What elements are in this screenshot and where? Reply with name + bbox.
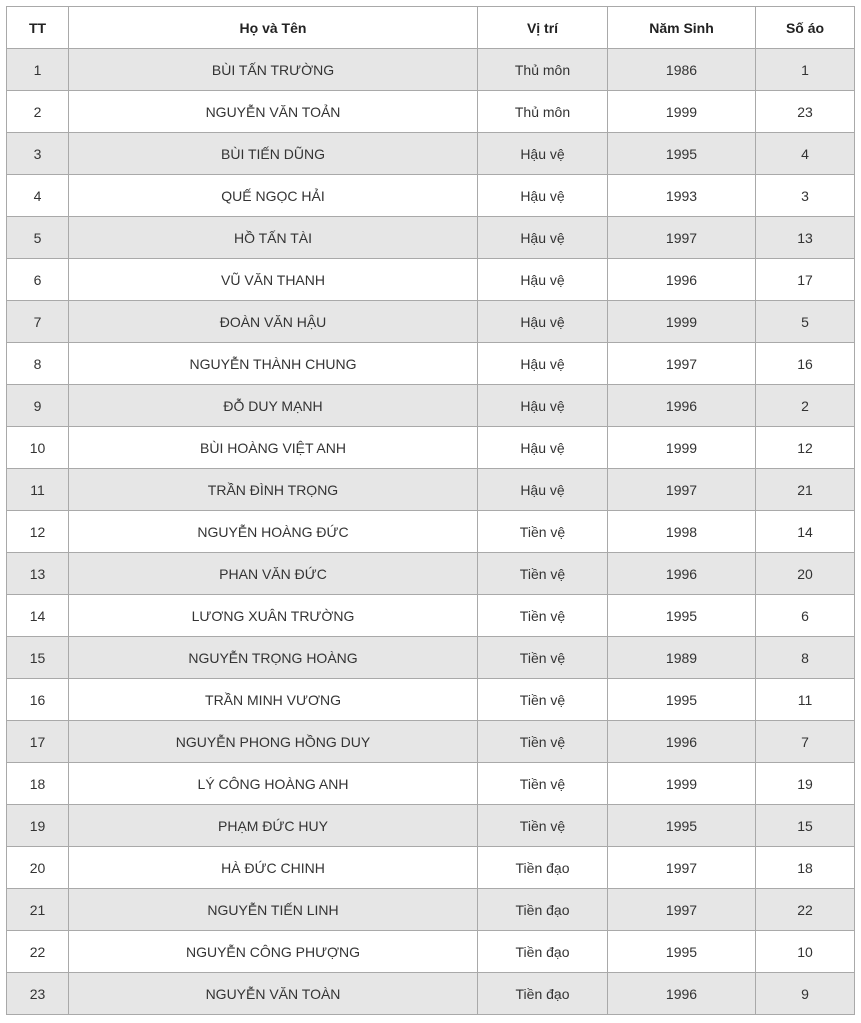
cell-tt: 5 [7,217,69,259]
cell-shirt-number: 18 [756,847,855,889]
cell-tt: 1 [7,49,69,91]
table-row [7,889,855,931]
cell-birth-year: 1997 [608,469,756,511]
cell-tt: 4 [7,175,69,217]
table-row [7,973,855,1015]
cell-position: Tiền vệ [478,595,608,637]
cell-name: TRẦN MINH VƯƠNG [69,679,478,721]
cell-shirt-number: 19 [756,763,855,805]
cell-birth-year: 1996 [608,553,756,595]
table-row [7,511,855,553]
cell-shirt-number: 5 [756,301,855,343]
cell-position: Tiền đạo [478,847,608,889]
cell-tt: 18 [7,763,69,805]
cell-birth-year: 1996 [608,973,756,1015]
cell-name: PHẠM ĐỨC HUY [69,805,478,847]
cell-name: ĐOÀN VĂN HẬU [69,301,478,343]
cell-shirt-number: 13 [756,217,855,259]
cell-birth-year: 1996 [608,385,756,427]
cell-birth-year: 1996 [608,721,756,763]
cell-tt: 16 [7,679,69,721]
cell-tt: 23 [7,973,69,1015]
cell-tt: 12 [7,511,69,553]
cell-position: Hậu vệ [478,259,608,301]
table-row [7,679,855,721]
cell-name: NGUYỄN TIẾN LINH [69,889,478,931]
header-tt: TT [7,7,69,49]
cell-shirt-number: 20 [756,553,855,595]
table-row [7,343,855,385]
table-row [7,721,855,763]
table-row [7,427,855,469]
table-row [7,259,855,301]
table-row [7,133,855,175]
table-row [7,385,855,427]
table-row [7,595,855,637]
cell-name: LÝ CÔNG HOÀNG ANH [69,763,478,805]
table-row [7,847,855,889]
cell-tt: 21 [7,889,69,931]
cell-birth-year: 1999 [608,301,756,343]
cell-name: HỒ TẤN TÀI [69,217,478,259]
cell-position: Tiền đạo [478,931,608,973]
cell-tt: 6 [7,259,69,301]
cell-tt: 15 [7,637,69,679]
cell-birth-year: 1986 [608,49,756,91]
cell-name: NGUYỄN VĂN TOẢN [69,91,478,133]
cell-tt: 17 [7,721,69,763]
cell-position: Hậu vệ [478,469,608,511]
cell-birth-year: 1997 [608,217,756,259]
cell-birth-year: 1995 [608,805,756,847]
cell-shirt-number: 4 [756,133,855,175]
cell-name: BÙI TẤN TRƯỜNG [69,49,478,91]
table-row [7,91,855,133]
cell-birth-year: 1999 [608,91,756,133]
cell-tt: 3 [7,133,69,175]
cell-name: NGUYỄN VĂN TOÀN [69,973,478,1015]
cell-name: QUẾ NGỌC HẢI [69,175,478,217]
cell-name: VŨ VĂN THANH [69,259,478,301]
cell-name: NGUYỄN CÔNG PHƯỢNG [69,931,478,973]
cell-shirt-number: 8 [756,637,855,679]
cell-position: Hậu vệ [478,133,608,175]
header-position: Vị trí [478,7,608,49]
table-header [7,7,855,49]
cell-name: ĐỖ DUY MẠNH [69,385,478,427]
table-row [7,301,855,343]
cell-position: Hậu vệ [478,175,608,217]
cell-position: Tiền vệ [478,763,608,805]
cell-birth-year: 1995 [608,595,756,637]
cell-shirt-number: 14 [756,511,855,553]
cell-shirt-number: 3 [756,175,855,217]
cell-position: Tiền đạo [478,889,608,931]
cell-position: Tiền vệ [478,553,608,595]
table-row [7,49,855,91]
cell-tt: 14 [7,595,69,637]
cell-birth-year: 1989 [608,637,756,679]
cell-tt: 20 [7,847,69,889]
cell-tt: 13 [7,553,69,595]
cell-shirt-number: 6 [756,595,855,637]
cell-birth-year: 1996 [608,259,756,301]
cell-shirt-number: 1 [756,49,855,91]
cell-name: HÀ ĐỨC CHINH [69,847,478,889]
cell-name: NGUYỄN HOÀNG ĐỨC [69,511,478,553]
cell-position: Hậu vệ [478,385,608,427]
cell-birth-year: 1997 [608,847,756,889]
cell-shirt-number: 21 [756,469,855,511]
table-row [7,763,855,805]
cell-position: Tiền đạo [478,973,608,1015]
cell-tt: 9 [7,385,69,427]
table-row [7,931,855,973]
cell-birth-year: 1995 [608,679,756,721]
cell-birth-year: 1995 [608,931,756,973]
cell-name: BÙI HOÀNG VIỆT ANH [69,427,478,469]
cell-position: Hậu vệ [478,301,608,343]
cell-position: Tiền vệ [478,721,608,763]
cell-shirt-number: 2 [756,385,855,427]
cell-birth-year: 1997 [608,889,756,931]
cell-tt: 8 [7,343,69,385]
cell-name: NGUYỄN PHONG HỒNG DUY [69,721,478,763]
table-row [7,637,855,679]
cell-tt: 22 [7,931,69,973]
cell-shirt-number: 15 [756,805,855,847]
cell-tt: 19 [7,805,69,847]
header-shirt-number: Số áo [756,7,855,49]
cell-position: Hậu vệ [478,217,608,259]
player-roster-table [6,6,855,1015]
cell-shirt-number: 23 [756,91,855,133]
cell-birth-year: 1999 [608,427,756,469]
table-body [7,49,855,1015]
cell-shirt-number: 16 [756,343,855,385]
header-name: Họ và Tên [69,7,478,49]
cell-birth-year: 1998 [608,511,756,553]
cell-position: Hậu vệ [478,427,608,469]
header-row [7,7,855,49]
cell-shirt-number: 11 [756,679,855,721]
cell-birth-year: 1993 [608,175,756,217]
table-row [7,805,855,847]
cell-birth-year: 1999 [608,763,756,805]
cell-name: LƯƠNG XUÂN TRƯỜNG [69,595,478,637]
cell-position: Tiền vệ [478,679,608,721]
cell-birth-year: 1997 [608,343,756,385]
table-row [7,469,855,511]
cell-shirt-number: 10 [756,931,855,973]
table-row [7,175,855,217]
cell-position: Thủ môn [478,91,608,133]
cell-tt: 10 [7,427,69,469]
cell-position: Hậu vệ [478,343,608,385]
cell-shirt-number: 7 [756,721,855,763]
header-birth-year: Năm Sinh [608,7,756,49]
cell-name: PHAN VĂN ĐỨC [69,553,478,595]
table-row [7,217,855,259]
cell-position: Tiền vệ [478,637,608,679]
cell-shirt-number: 17 [756,259,855,301]
cell-position: Tiền vệ [478,805,608,847]
cell-name: TRẦN ĐÌNH TRỌNG [69,469,478,511]
cell-shirt-number: 22 [756,889,855,931]
cell-shirt-number: 9 [756,973,855,1015]
cell-shirt-number: 12 [756,427,855,469]
cell-birth-year: 1995 [608,133,756,175]
cell-position: Thủ môn [478,49,608,91]
cell-name: NGUYỄN THÀNH CHUNG [69,343,478,385]
cell-tt: 7 [7,301,69,343]
cell-tt: 11 [7,469,69,511]
cell-name: NGUYỄN TRỌNG HOÀNG [69,637,478,679]
cell-tt: 2 [7,91,69,133]
table-row [7,553,855,595]
cell-position: Tiền vệ [478,511,608,553]
cell-name: BÙI TIẾN DŨNG [69,133,478,175]
